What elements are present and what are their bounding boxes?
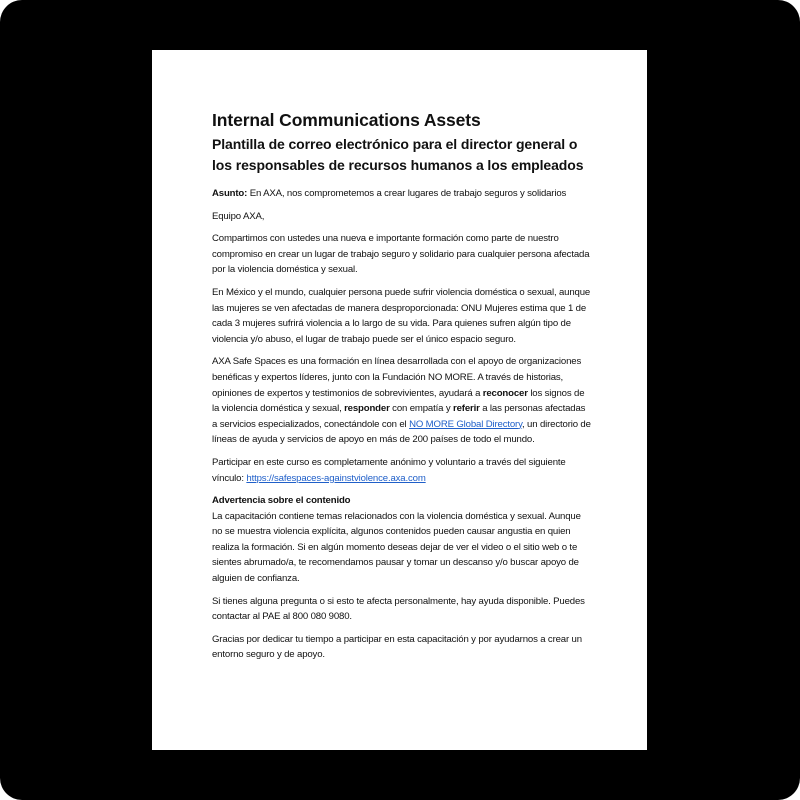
paragraph-help: Si tienes alguna pregunta o si esto te afecta personalmente, hay ayuda disponible. Puedes contactar al PAE al 800 080 9080.	[212, 595, 585, 623]
text-span: , un directorio de líneas de ayuda y servicios de apoyo en más de 200 países de todo el mundo.	[212, 418, 591, 446]
document-title: Internal Communications Assets	[212, 110, 481, 130]
document-page	[152, 50, 647, 750]
paragraph-context: En México y el mundo, cualquier persona puede sufrir violencia doméstica o sexual, aunque las mujeres se ven afectadas de manera desproporcionada: ONU Mujeres estima que 1 de cada 3 mujeres sufrirá violencia a lo largo de su vida. Para quienes sufren algún tipo de violencia y/o abuso, el lugar de trabajo puede ser el único espacio seguro.	[212, 286, 591, 345]
warning-heading: Advertencia sobre el contenido	[212, 495, 351, 507]
document-subtitle: Plantilla de correo electrónico para el director general o los responsables de recursos humanos a los empleados	[212, 136, 584, 173]
text-span: con empatía y	[389, 403, 454, 415]
text-span: los signos de la violencia doméstica y sexual,	[212, 387, 585, 415]
no-more-directory-link[interactable]: NO MORE Global Directory	[409, 418, 523, 430]
paragraph-thanks: Gracias por dedicar tu tiempo a participar en esta capacitación y por ayudarnos a crear un entorno seguro y de apoyo.	[212, 633, 582, 661]
text-span: AXA Safe Spaces es una formación en línea desarrollada con el apoyo de organizaciones benéficas y expertos líderes, junto con la Fundación NO MORE. A través de historias, opiniones de expertos y testimonios de sobrevivientes, ayudará a	[212, 356, 582, 399]
email-subject	[212, 186, 592, 202]
subject-text: En AXA, nos comprometemos a crear lugares de trabajo seguros y solidarios	[247, 188, 567, 199]
bold-responder: responder	[344, 403, 390, 415]
email-greeting: Equipo AXA,	[212, 210, 265, 222]
document-content	[212, 108, 592, 663]
text-span: Participar en este curso es completamente anónimo y voluntario a través del siguiente vínculo:	[212, 456, 566, 484]
text-span: a las personas afectadas a servicios especializados, conectándole con el	[212, 403, 586, 430]
paragraph-participation	[212, 455, 592, 486]
paragraph-intro: Compartimos con ustedes una nueva e importante formación como parte de nuestro compromiso en crear un lugar de trabajo seguro y solidario para cualquier persona afectada por la violencia doméstica y sexual.	[212, 233, 590, 276]
bold-reconocer: reconocer	[482, 387, 528, 399]
safespaces-url-link[interactable]: https://safespaces-againstviolence.axa.com	[246, 472, 426, 484]
paragraph-safe-spaces	[212, 354, 592, 448]
warning-text: La capacitación contiene temas relacionados con la violencia doméstica y sexual. Aunque no se muestra violencia explícita, algunos contenidos pueden causar angustia en quien realiza la formación. Si en algún momento deseas dejar de ver el video o el sitio web o te sientes abrumado/a, te recomendamos pausar y tomar un descanso y/o buscar apoyo de alguien de confianza.	[212, 510, 581, 585]
subject-label: Asunto:	[212, 188, 248, 199]
bold-referir: referir	[453, 403, 480, 415]
